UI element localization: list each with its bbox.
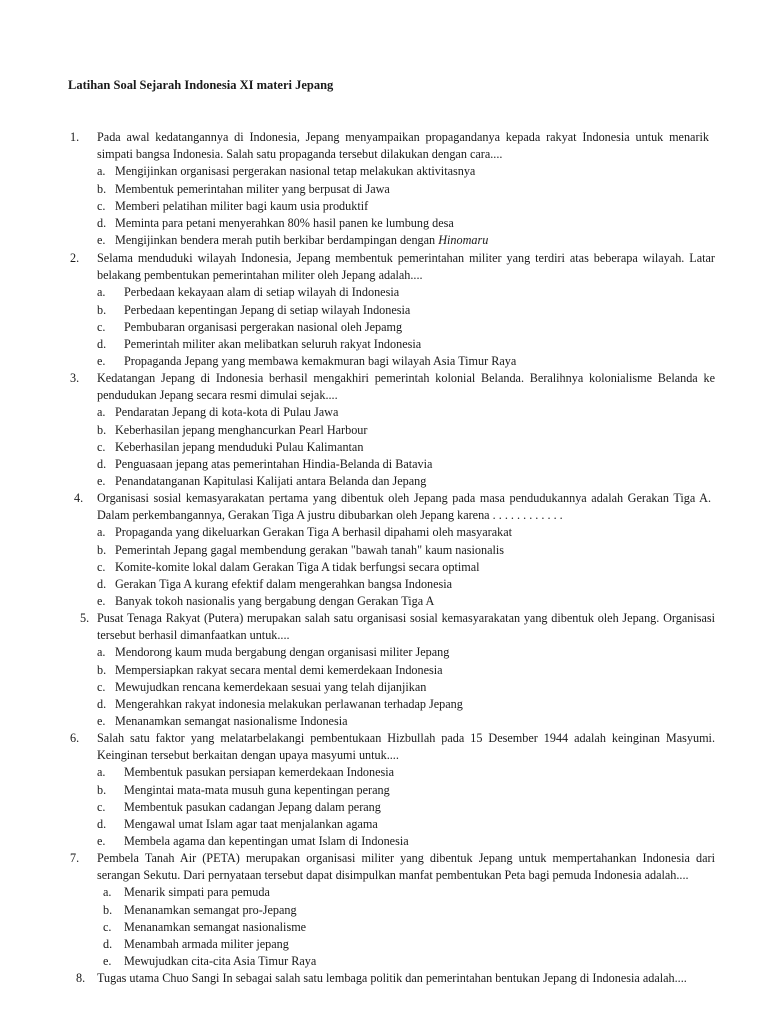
option-text: Membentuk pemerintahan militer yang berpusat di Jawa <box>115 181 390 196</box>
option-text: Penguasaan jepang atas pemerintahan Hindia-Belanda di Batavia <box>115 457 433 471</box>
option-letter: c. <box>97 319 106 334</box>
question-number: 7. <box>70 851 80 865</box>
option-text: Mempersiapkan rakyat secara mental demi kemerdekaan Indonesia <box>115 662 443 677</box>
option-letter: c. <box>97 439 106 454</box>
option-letter: a. <box>97 525 106 540</box>
option-text: Pemerintah militer akan melibatkan seluruh rakyat Indonesia <box>124 337 422 351</box>
option-text: Perbedaan kekayaan alam di setiap wilayah di Indonesia <box>124 285 400 300</box>
question-number: 8. <box>76 971 86 985</box>
option-text: Banyak tokoh nasionalis yang bergabung dengan Gerakan Tiga A <box>115 594 435 609</box>
option-letter: d. <box>97 697 107 711</box>
option-text: Perbedaan kepentingan Jepang di setiap wilayah Indonesia <box>124 302 411 317</box>
option-letter: e. <box>97 834 106 849</box>
option-letter: d. <box>97 216 107 230</box>
option-letter: c. <box>97 679 106 694</box>
option-italic-term: Hinomaru <box>438 233 489 248</box>
option-text: Mewujudkan rencana kemerdekaan sesuai yang telah dijanjikan <box>115 679 427 694</box>
option-text: Mendorong kaum muda bergabung dengan organisasi militer Jepang <box>115 645 450 660</box>
document-title: Latihan Soal Sejarah Indonesia XI materi Jepang <box>68 78 334 92</box>
option-letter: c. <box>103 919 112 934</box>
question-number: 1. <box>70 130 80 144</box>
question-text: Salah satu faktor yang melatarbelakangi pembentukaan Hizbullah pada 15 Desember 1944 adalah keinginan Masyumi. Keinginan tersebut berkaitan dengan upaya masyumi untuk.... <box>97 731 715 762</box>
option-letter: c. <box>97 198 106 213</box>
option-letter: b. <box>97 782 107 797</box>
option-letter: d. <box>97 817 107 831</box>
option-text: Menanamkan semangat pro-Jepang <box>124 902 297 917</box>
option-letter: e. <box>97 354 106 369</box>
option-text: Menanamkan semangat nasionalisme Indonesia <box>115 714 348 729</box>
option-text: Mewujudkan cita-cita Asia Timur Raya <box>124 954 317 969</box>
option-letter: d. <box>103 937 113 951</box>
option-letter: a. <box>97 405 106 420</box>
question-text: Tugas utama Chuo Sangi In sebagai salah satu lembaga politik dan pemerintahan bentukan Jepang di Indonesia adalah.... <box>97 971 687 985</box>
option-letter: d. <box>97 457 107 471</box>
option-letter: c. <box>97 559 106 574</box>
option-text: Gerakan Tiga A kurang efektif dalam mengerahkan bangsa Indonesia <box>115 577 453 591</box>
question-number: 5. <box>80 611 90 625</box>
question-number: 4. <box>74 491 84 505</box>
option-text: Keberhasilan jepang menduduki Pulau Kalimantan <box>115 439 364 454</box>
option-letter: b. <box>97 542 107 557</box>
option-text: Mengintai mata-mata musuh guna kepentingan perang <box>124 782 390 797</box>
option-letter: b. <box>97 181 107 196</box>
option-letter: e. <box>97 474 106 489</box>
option-text: Mengijinkan bendera merah putih berkibar berdampingan dengan Hinomaru <box>115 233 489 248</box>
option-letter: b. <box>97 662 107 677</box>
question-text: Pusat Tenaga Rakyat (Putera) merupakan salah satu organisasi sosial kemasyarakatan yang dibentuk oleh Jepang. Organisasi tersebut berhasil dimanfaatkan untuk.... <box>97 611 715 642</box>
option-text: Penandatanganan Kapitulasi Kalijati antara Belanda dan Jepang <box>115 474 427 489</box>
option-text: Propaganda yang dikeluarkan Gerakan Tiga A berhasil dipahami oleh masyarakat <box>115 525 512 540</box>
option-text: Pendaratan Jepang di kota-kota di Pulau Jawa <box>115 405 339 420</box>
option-text: Mengawal umat Islam agar taat menjalankan agama <box>124 817 378 831</box>
question-text: Kedatangan Jepang di Indonesia berhasil mengakhiri pemerintah kolonial Belanda. Beralihnya kolonialisme Belanda ke pendudukan Jepang secara resmi dimulai sejak.... <box>97 371 715 402</box>
option-text: Keberhasilan jepang menghancurkan Pearl Harbour <box>115 422 368 437</box>
option-letter: e. <box>97 594 106 609</box>
option-text: Pemerintah Jepang gagal membendung gerakan "bawah tanah" kaum nasionalis <box>115 542 504 557</box>
option-letter: a. <box>97 285 106 300</box>
option-text: Menambah armada militer jepang <box>124 937 289 951</box>
option-text: Membentuk pasukan cadangan Jepang dalam perang <box>124 799 381 814</box>
option-text: Menanamkan semangat nasionalisme <box>124 919 307 934</box>
option-letter: d. <box>97 337 107 351</box>
option-letter: e. <box>97 233 106 248</box>
option-letter: d. <box>97 577 107 591</box>
option-text: Pembubaran organisasi pergerakan nasional oleh Jepamg <box>124 319 403 334</box>
option-text: Mengerahkan rakyat indonesia melakukan perlawanan terhadap Jepang <box>115 697 463 711</box>
option-letter: e. <box>97 714 106 729</box>
question-number: 3. <box>70 371 80 385</box>
option-text: Mengijinkan organisasi pergerakan nasional tetap melakukan aktivitasnya <box>115 164 476 179</box>
option-text: Membentuk pasukan persiapan kemerdekaan Indonesia <box>124 765 395 780</box>
option-letter: a. <box>97 765 106 780</box>
option-text: Menarik simpati para pemuda <box>124 885 270 900</box>
option-letter: b. <box>97 422 107 437</box>
option-text: Komite-komite lokal dalam Gerakan Tiga A tidak berfungsi secara optimal <box>115 559 480 574</box>
option-text: Membela agama dan kepentingan umat Islam di Indonesia <box>124 834 409 849</box>
option-letter: e. <box>103 954 112 969</box>
question-text: Selama menduduki wilayah Indonesia, Jepang membentuk pemerintahan militer yang terdiri atas beberapa wilayah. Latar belakang pembentukan pemerintahan militer oleh Jepang adalah.... <box>97 251 715 282</box>
question-text: Pada awal kedatangannya di Indonesia, Jepang menyampaikan propagandanya kepada rakyat Indonesia untuk menarik simpati bangsa Indonesia. Salah satu propaganda tersebut dilakukan dengan cara.... <box>97 130 709 161</box>
question-text: Pembela Tanah Air (PETA) merupakan organisasi militer yang dibentuk Jepang untuk mempertahankan Indonesia dari serangan Sekutu. Dari pernyataan tersebut dapat disimpulkan manfat pembentukan Peta bagi pemuda Indonesia adalah.... <box>97 851 715 882</box>
option-letter: a. <box>97 645 106 660</box>
option-letter: a. <box>97 164 106 179</box>
question-number: 2. <box>70 251 80 265</box>
option-text: Meminta para petani menyerahkan 80% hasil panen ke lumbung desa <box>115 216 454 230</box>
question-text: Organisasi sosial kemasyarakatan pertama yang dibentuk oleh Jepang pada masa pendudukannya adalah Gerakan Tiga A. Dalam perkembangannya, Gerakan Tiga A justru dibubarkan oleh Jepang karena . . . . . . . . . . . . <box>97 491 711 522</box>
option-letter: c. <box>97 799 106 814</box>
option-letter: a. <box>103 885 112 900</box>
question-number: 6. <box>70 731 80 745</box>
option-letter: b. <box>103 902 113 917</box>
option-text: Memberi pelatihan militer bagi kaum usia produktif <box>115 198 369 213</box>
option-text: Propaganda Jepang yang membawa kemakmuran bagi wilayah Asia Timur Raya <box>124 354 517 369</box>
option-letter: b. <box>97 302 107 317</box>
